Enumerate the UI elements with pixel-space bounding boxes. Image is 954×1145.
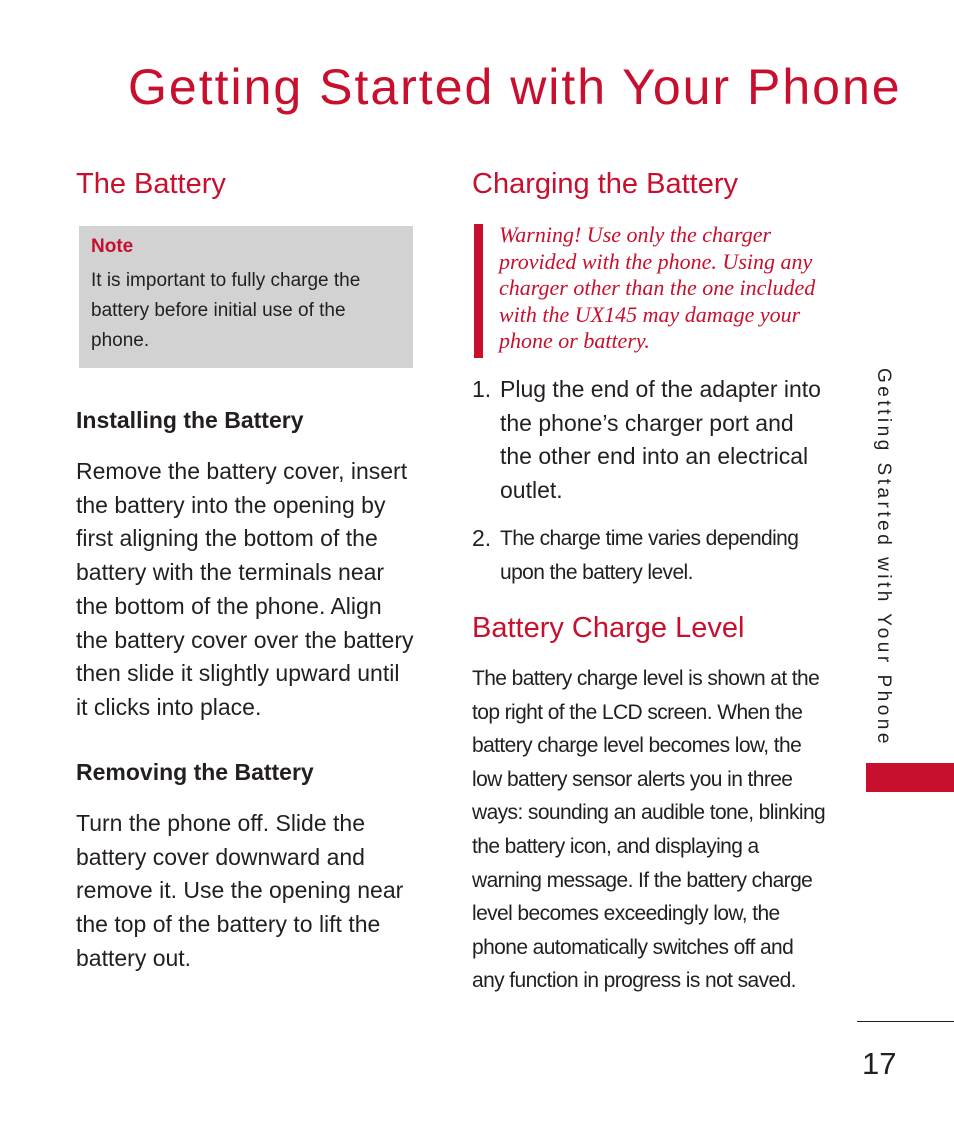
installing-battery-heading: Installing the Battery (76, 407, 304, 433)
battery-charge-level-text: The battery charge level is shown at the top right of the LCD screen. When the battery charge level becomes low, the low battery sensor alerts you in three ways: sounding an audible tone, blinking the battery icon, and displaying a warning message. If the battery charge level becomes exceedingly low, the phone automatically switches off and any function in progress is not saved. (472, 667, 826, 993)
step-text: Plug the end of the adapter into the phone’s charger port and the other end into an electrical outlet. (500, 376, 821, 504)
step-number: 1. (472, 376, 492, 402)
note-box (79, 226, 413, 368)
warning-text: Warning! Use only the charger provided with the phone. Using any charger other than the one included with the UX145 may damage your phone or battery. (499, 222, 816, 353)
page-number: 17 (862, 1046, 897, 1081)
installing-battery-text: Remove the battery cover, insert the battery into the opening by first aligning the bottom of the battery with the terminals near the bottom of the phone. Align the battery cover over the battery then slide it slightly upward until it clicks into place. (76, 458, 414, 720)
list-item-step-1 (472, 373, 832, 508)
footer-divider (857, 1021, 954, 1022)
page-title: Getting Started with Your Phone (128, 59, 902, 115)
list-item-step-2 (472, 522, 832, 589)
chapter-tab-marker (866, 763, 954, 792)
note-label: Note (91, 236, 134, 257)
note-text: It is important to fully charge the battery before initial use of the phone. (91, 270, 361, 351)
warning-bar (474, 224, 483, 358)
section-title-battery-charge-level: Battery Charge Level (472, 612, 745, 644)
removing-battery-text: Turn the phone off. Slide the battery cover downward and remove it. Use the opening near the top of the battery to lift the battery out. (76, 810, 404, 971)
side-chapter-label: Getting Started with Your Phone (873, 368, 894, 747)
removing-battery-heading: Removing the Battery (76, 759, 314, 785)
step-number: 2. (472, 525, 492, 551)
step-text: The charge time varies depending upon the battery level. (500, 527, 799, 584)
section-title-the-battery: The Battery (76, 168, 226, 200)
section-title-charging-battery: Charging the Battery (472, 168, 738, 200)
